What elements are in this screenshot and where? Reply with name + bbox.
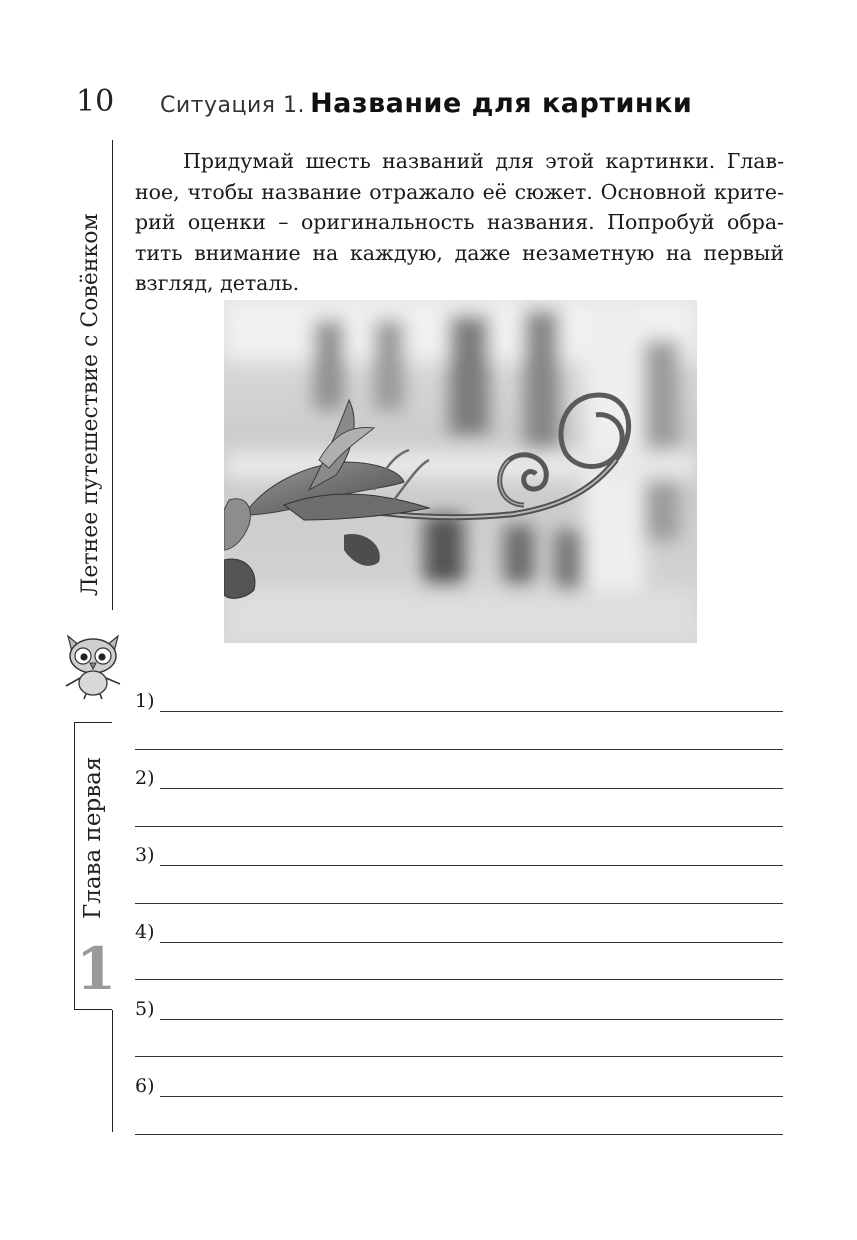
sidebar-lower-rule bbox=[112, 1010, 113, 1132]
instruction-line: Придумай шесть названий для этой картинки. Глав- bbox=[183, 149, 784, 173]
writing-line bbox=[160, 711, 783, 712]
chapter-tab-top bbox=[74, 722, 112, 723]
page-number: 10 bbox=[76, 84, 115, 119]
answer-line-6[interactable] bbox=[135, 1073, 783, 1103]
continuation-line[interactable] bbox=[135, 1056, 783, 1057]
answer-line-5[interactable] bbox=[135, 996, 783, 1026]
instruction-line: рий оценки – оригинальность названия. Попробуй обра- bbox=[135, 210, 784, 234]
chapter-title: Глава первая bbox=[80, 756, 106, 919]
task-instructions bbox=[135, 146, 784, 299]
book-title: Летнее путешествие с Совёнком bbox=[78, 213, 103, 596]
continuation-line[interactable] bbox=[135, 979, 783, 980]
owl-mascot-icon bbox=[62, 628, 124, 700]
situation-title: Название для картинки bbox=[310, 88, 693, 119]
writing-line bbox=[160, 1019, 783, 1020]
continuation-line[interactable] bbox=[135, 826, 783, 827]
instruction-line: тить внимание на каждую, даже незаметную на первый bbox=[135, 240, 784, 265]
answer-number: 2) bbox=[135, 767, 155, 789]
writing-line bbox=[160, 865, 783, 866]
continuation-line[interactable] bbox=[135, 749, 783, 750]
page-title bbox=[160, 88, 692, 119]
continuation-line[interactable] bbox=[135, 903, 783, 904]
tendril-photo bbox=[224, 300, 697, 643]
answer-number: 3) bbox=[135, 844, 155, 866]
continuation-line[interactable] bbox=[135, 1134, 783, 1135]
chapter-number: 1 bbox=[76, 935, 117, 1003]
sidebar-top-rule bbox=[112, 140, 113, 610]
answer-line-4[interactable] bbox=[135, 919, 783, 949]
answer-number: 6) bbox=[135, 1075, 155, 1097]
situation-label: Ситуация 1. bbox=[160, 93, 305, 118]
writing-line bbox=[160, 942, 783, 943]
answer-number: 4) bbox=[135, 921, 155, 943]
answer-line-2[interactable] bbox=[135, 765, 783, 795]
instruction-line: взгляд, деталь. bbox=[135, 271, 300, 295]
writing-line bbox=[160, 788, 783, 789]
answer-number: 5) bbox=[135, 998, 155, 1020]
instruction-line: ное, чтобы название отражало её сюжет. Основной крите- bbox=[135, 179, 784, 204]
chapter-tab-left bbox=[74, 722, 75, 1010]
writing-line bbox=[160, 1096, 783, 1097]
answer-number: 1) bbox=[135, 690, 155, 712]
chapter-tab-bottom bbox=[74, 1009, 112, 1010]
answer-line-1[interactable] bbox=[135, 688, 783, 718]
answer-line-3[interactable] bbox=[135, 842, 783, 872]
